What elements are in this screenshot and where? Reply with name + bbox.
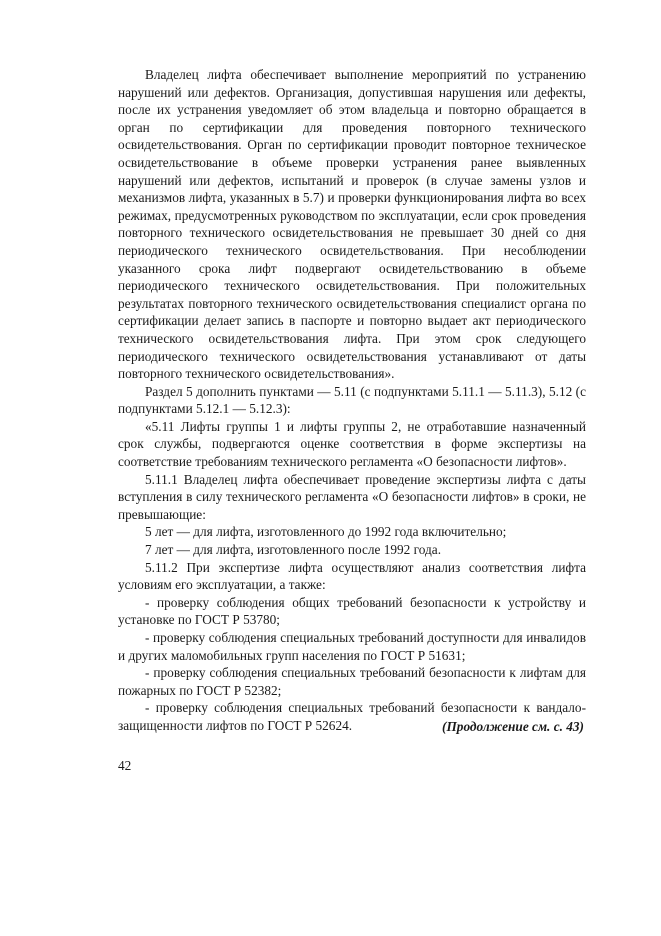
list-item: - проверку соблюдения специальных требований безопасности к вандало-защищенности лифтов по ГОСТ Р 52624.: [118, 700, 586, 733]
paragraph: Владелец лифта обеспечивает выполнение мероприятий по устранению нарушений или дефектов. Организация, допустившая нарушения или дефекты, после их устранения уведомляет об этом владельца и повторно обращается в орган по сертификации для проведения повторного технического освидетельствования. Орган по сертификации проводит повторное техническое освидетельствование в объеме проверки устранения ранее выявленных нарушений или дефектов, испытаний и проверок (в случае замены узлов и механизмов лифта, указанных в 5.7) и проверки функционирования лифта во всех режимах, предусмотренных руководством по эксплуатации, если срок проведения повторного технического освидетельствования не превышает 30 дней со дня периодического технического освидетельствования. При несоблюдении указанного срока лифт подвергают освидетельствованию в объеме периодического технического освидетельствования. При положительных результатах повторного технического освидетельствования специалист органа по сертификации делает запись в паспорте и повторно выдает акт периодического технического освидетельствования лифта. При этом срок следующего периодического технического освидетельствования устанавливают от даты повторного технического освидетельствования».: [118, 67, 586, 382]
list-item: - проверку соблюдения специальных требований безопасности к лифтам для пожарных по ГОСТ Р 52382;: [118, 665, 586, 698]
list-item: - проверку соблюдения общих требований безопасности к устройству и установке по ГОСТ Р 53780;: [118, 594, 586, 628]
body-text: [118, 66, 586, 735]
page-number: 42: [118, 758, 132, 773]
paragraph: Раздел 5 дополнить пунктами — 5.11 (с подпунктами 5.11.1 — 5.11.3), 5.12 (с подпунктами 5.12.1 — 5.12.3):: [118, 383, 586, 417]
list-item: - проверку соблюдения специальных требований доступности для инвалидов и других маломобильных групп населения по ГОСТ Р 51631;: [118, 630, 586, 663]
paragraph: 7 лет — для лифта, изготовленного после 1992 года.: [145, 542, 442, 558]
paragraph: 5.11.1 Владелец лифта обеспечивает проведение экспертизы лифта с даты вступления в силу технического регламента «О безопасности лифтов» в сроки, не превышающие:: [118, 471, 586, 522]
paragraph: 5.11.2 При экспертизе лифта осуществляют анализ соответствия лифта условиям его эксплуатации, а также:: [118, 559, 586, 593]
paragraph: 5 лет — для лифта, изготовленного до 1992 года включительно;: [145, 524, 507, 540]
paragraph: «5.11 Лифты группы 1 и лифты группы 2, не отработавшие назначенный срок службы, подвергаются оценке соответствия в форме экспертизы на соответствие требованиям технического регламента «О безопасности лифтов».: [118, 418, 586, 470]
continued-note: (Продолжение см. с. 43): [442, 719, 584, 734]
